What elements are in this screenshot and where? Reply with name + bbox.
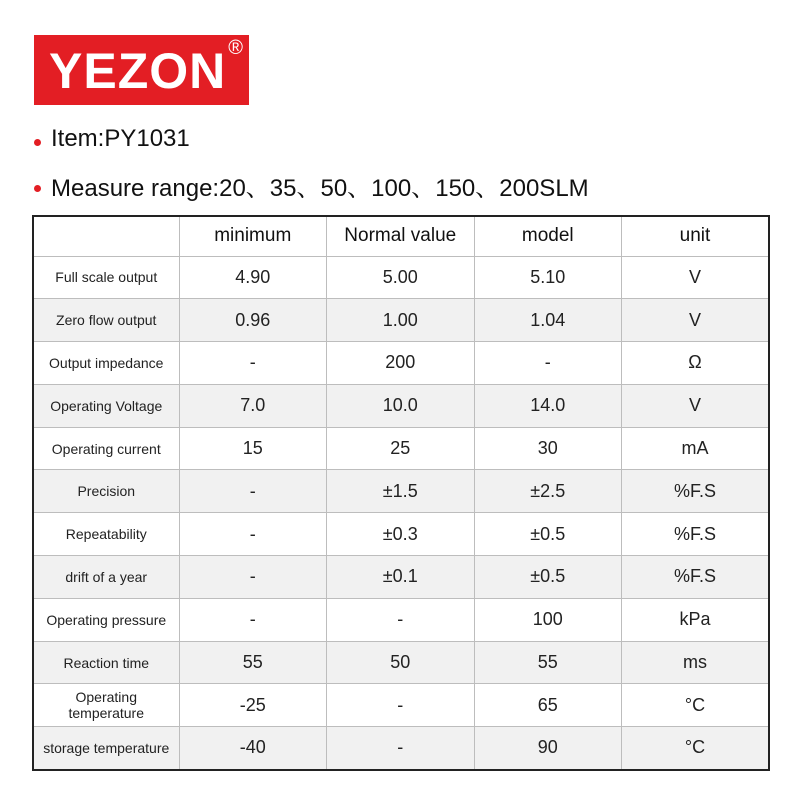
cell-normal-value: 200 xyxy=(327,342,475,385)
row-label: Zero flow output xyxy=(33,299,179,342)
cell-unit: %F.S xyxy=(622,556,770,599)
row-label: Operating current xyxy=(33,427,179,470)
cell-minimum: -40 xyxy=(179,727,327,770)
cell-minimum: -25 xyxy=(179,684,327,727)
cell-model: 55 xyxy=(474,641,622,684)
cell-model: 90 xyxy=(474,727,622,770)
row-label: drift of a year xyxy=(33,556,179,599)
cell-model: 100 xyxy=(474,598,622,641)
cell-normal-value: ±1.5 xyxy=(327,470,475,513)
cell-unit: mA xyxy=(622,427,770,470)
cell-normal-value: 50 xyxy=(327,641,475,684)
table-row xyxy=(33,556,769,599)
cell-unit: %F.S xyxy=(622,513,770,556)
cell-normal-value: 5.00 xyxy=(327,256,475,299)
row-label: Full scale output xyxy=(33,256,179,299)
cell-model: 30 xyxy=(474,427,622,470)
cell-minimum: - xyxy=(179,513,327,556)
cell-unit: kPa xyxy=(622,598,770,641)
cell-unit: Ω xyxy=(622,342,770,385)
cell-unit: °C xyxy=(622,727,770,770)
cell-normal-value: - xyxy=(327,684,475,727)
cell-minimum: 0.96 xyxy=(179,299,327,342)
cell-minimum: - xyxy=(179,598,327,641)
item-line xyxy=(34,122,190,156)
header-cell-blank xyxy=(33,216,179,256)
cell-normal-value: - xyxy=(327,727,475,770)
table-row xyxy=(33,727,769,770)
header-unit: unit xyxy=(622,216,770,256)
cell-model: ±2.5 xyxy=(474,470,622,513)
row-label: Precision xyxy=(33,470,179,513)
row-label: storage temperature xyxy=(33,727,179,770)
brand-name: YEZON xyxy=(49,43,227,99)
row-label: Output impedance xyxy=(33,342,179,385)
table-row xyxy=(33,299,769,342)
header-normal-value: Normal value xyxy=(327,216,475,256)
cell-model: 5.10 xyxy=(474,256,622,299)
header-model: model xyxy=(474,216,622,256)
table-row xyxy=(33,598,769,641)
cell-minimum: - xyxy=(179,470,327,513)
table-row xyxy=(33,470,769,513)
cell-minimum: 4.90 xyxy=(179,256,327,299)
cell-model: 14.0 xyxy=(474,384,622,427)
cell-normal-value: 1.00 xyxy=(327,299,475,342)
cell-model: ±0.5 xyxy=(474,513,622,556)
bullet-dot-icon xyxy=(34,139,41,146)
measure-range-line xyxy=(34,168,589,202)
cell-minimum: - xyxy=(179,556,327,599)
cell-normal-value: 25 xyxy=(327,427,475,470)
cell-unit: °C xyxy=(622,684,770,727)
cell-minimum: 15 xyxy=(179,427,327,470)
table-row xyxy=(33,684,769,727)
row-label: Operating Voltage xyxy=(33,384,179,427)
row-label: Operating temperature xyxy=(33,684,179,727)
cell-model: - xyxy=(474,342,622,385)
table-row xyxy=(33,641,769,684)
cell-normal-value: ±0.3 xyxy=(327,513,475,556)
table-row xyxy=(33,513,769,556)
registered-mark: ® xyxy=(228,37,243,59)
bullet-dot-icon xyxy=(34,185,41,192)
cell-unit: V xyxy=(622,384,770,427)
table-header-row xyxy=(33,216,769,256)
cell-normal-value: - xyxy=(327,598,475,641)
row-label: Operating pressure xyxy=(33,598,179,641)
cell-unit: ms xyxy=(622,641,770,684)
brand-logo xyxy=(34,35,249,105)
cell-model: 1.04 xyxy=(474,299,622,342)
cell-minimum: 55 xyxy=(179,641,327,684)
table-row xyxy=(33,427,769,470)
cell-minimum: 7.0 xyxy=(179,384,327,427)
table-row xyxy=(33,256,769,299)
cell-unit: V xyxy=(622,256,770,299)
table-row xyxy=(33,384,769,427)
cell-minimum: - xyxy=(179,342,327,385)
row-label: Reaction time xyxy=(33,641,179,684)
spec-table xyxy=(32,215,770,771)
table-row xyxy=(33,342,769,385)
cell-normal-value: 10.0 xyxy=(327,384,475,427)
cell-model: 65 xyxy=(474,684,622,727)
cell-unit: V xyxy=(622,299,770,342)
row-label: Repeatability xyxy=(33,513,179,556)
spec-table-body xyxy=(33,256,769,770)
header-minimum: minimum xyxy=(179,216,327,256)
cell-normal-value: ±0.1 xyxy=(327,556,475,599)
cell-model: ±0.5 xyxy=(474,556,622,599)
cell-unit: %F.S xyxy=(622,470,770,513)
item-text: Item:PY1031 xyxy=(51,125,190,152)
measure-range-text: Measure range:20、35、50、100、150、200SLM xyxy=(51,174,589,202)
